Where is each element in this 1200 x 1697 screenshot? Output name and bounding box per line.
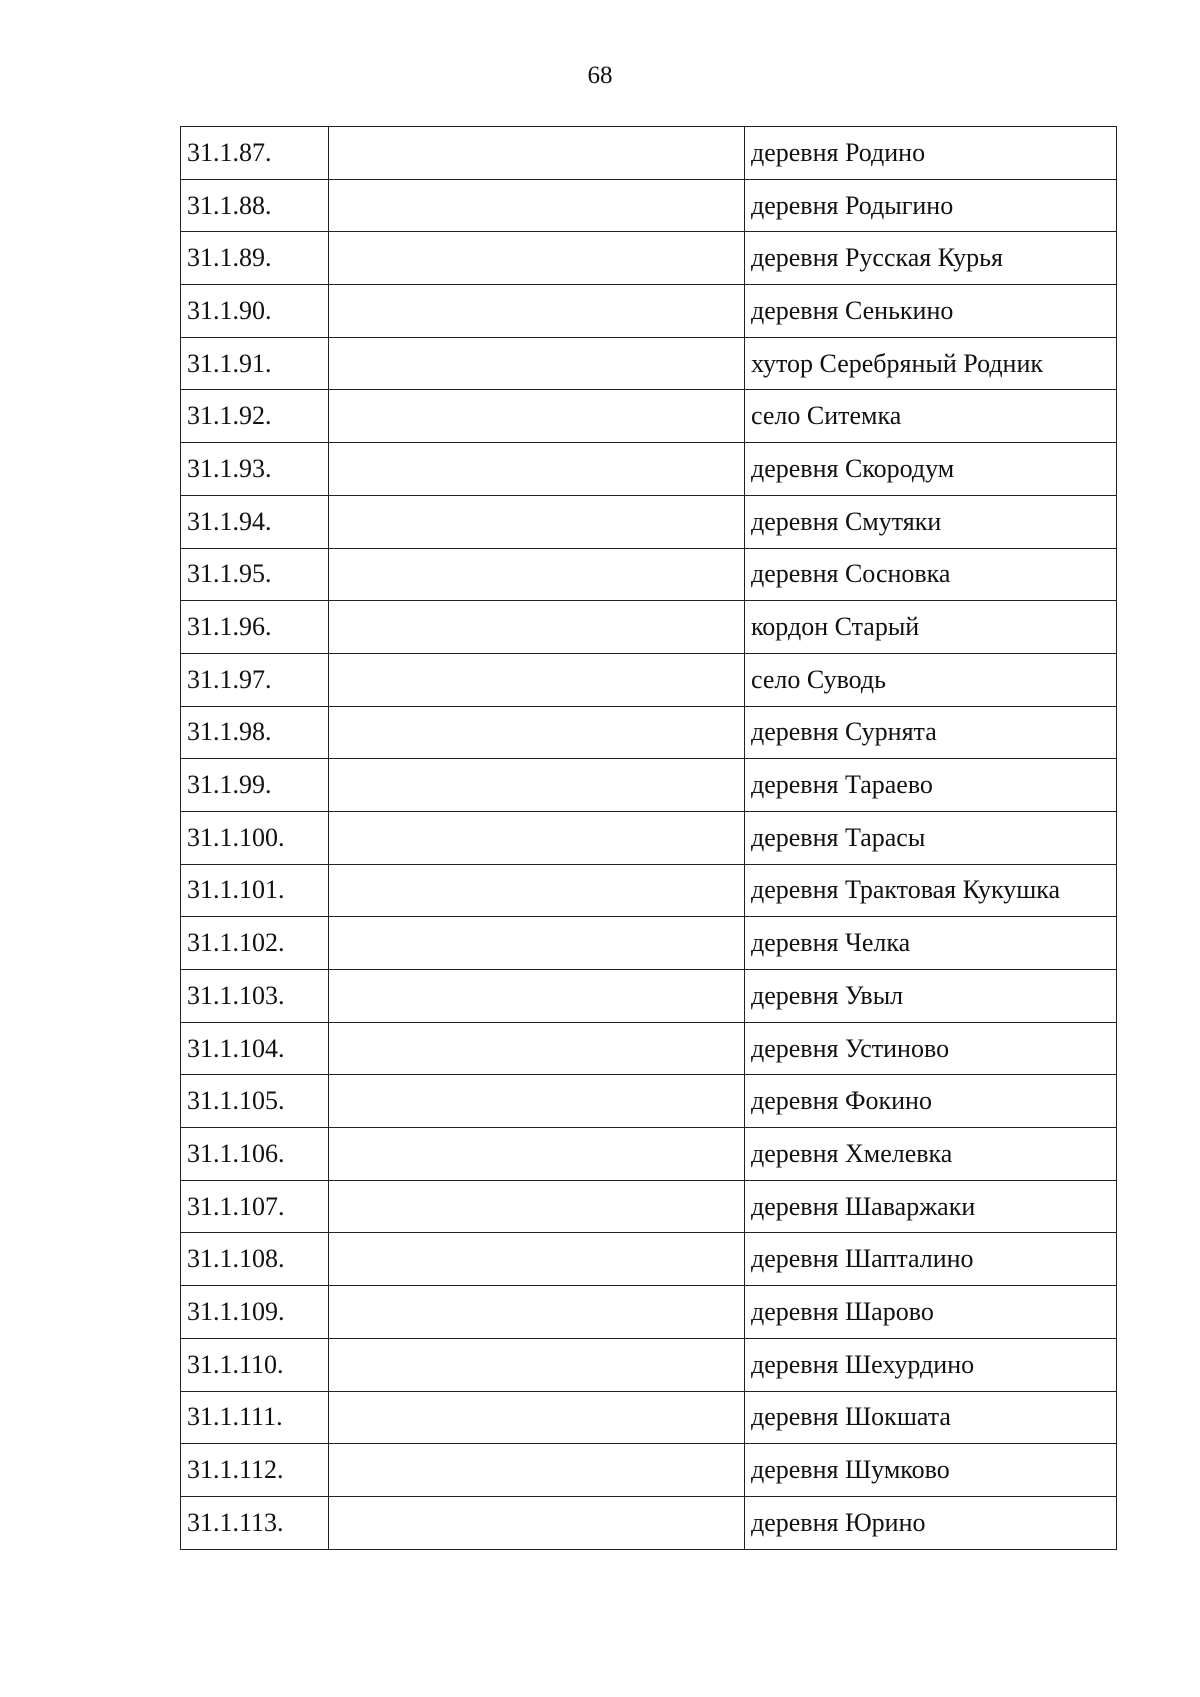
table-row bbox=[181, 495, 1117, 548]
table-row bbox=[181, 1391, 1117, 1444]
table-row bbox=[181, 601, 1117, 654]
row-settlement-cell: деревня Тарасы bbox=[745, 811, 1117, 864]
row-number-cell: 31.1.92. bbox=[181, 390, 329, 443]
table-row bbox=[181, 1180, 1117, 1233]
row-settlement-cell: деревня Сурнята bbox=[745, 706, 1117, 759]
row-settlement-cell: хутор Серебряный Родник bbox=[745, 337, 1117, 390]
row-middle-cell bbox=[329, 1496, 745, 1549]
table-row bbox=[181, 179, 1117, 232]
row-number-cell: 31.1.90. bbox=[181, 285, 329, 338]
row-number-cell: 31.1.100. bbox=[181, 811, 329, 864]
row-number-cell: 31.1.112. bbox=[181, 1444, 329, 1497]
row-number-cell: 31.1.110. bbox=[181, 1338, 329, 1391]
row-middle-cell bbox=[329, 1233, 745, 1286]
row-middle-cell bbox=[329, 970, 745, 1023]
table-row bbox=[181, 759, 1117, 812]
row-settlement-cell: деревня Шаваржаки bbox=[745, 1180, 1117, 1233]
row-number-cell: 31.1.105. bbox=[181, 1075, 329, 1128]
row-settlement-cell: деревня Устиново bbox=[745, 1022, 1117, 1075]
table-body bbox=[181, 127, 1117, 1550]
row-middle-cell bbox=[329, 548, 745, 601]
row-middle-cell bbox=[329, 917, 745, 970]
row-number-cell: 31.1.111. bbox=[181, 1391, 329, 1444]
row-number-cell: 31.1.103. bbox=[181, 970, 329, 1023]
row-settlement-cell: деревня Шокшата bbox=[745, 1391, 1117, 1444]
table-row bbox=[181, 285, 1117, 338]
row-number-cell: 31.1.101. bbox=[181, 864, 329, 917]
row-settlement-cell: деревня Сенькино bbox=[745, 285, 1117, 338]
table-row bbox=[181, 811, 1117, 864]
row-middle-cell bbox=[329, 495, 745, 548]
table-row bbox=[181, 970, 1117, 1023]
table-row bbox=[181, 864, 1117, 917]
row-number-cell: 31.1.97. bbox=[181, 653, 329, 706]
row-number-cell: 31.1.89. bbox=[181, 232, 329, 285]
row-middle-cell bbox=[329, 232, 745, 285]
row-middle-cell bbox=[329, 706, 745, 759]
row-middle-cell bbox=[329, 390, 745, 443]
row-settlement-cell: деревня Родино bbox=[745, 127, 1117, 180]
row-middle-cell bbox=[329, 179, 745, 232]
table-row bbox=[181, 127, 1117, 180]
row-settlement-cell: деревня Смутяки bbox=[745, 495, 1117, 548]
table-row bbox=[181, 548, 1117, 601]
row-settlement-cell: деревня Скородум bbox=[745, 443, 1117, 496]
table-row bbox=[181, 917, 1117, 970]
row-number-cell: 31.1.91. bbox=[181, 337, 329, 390]
table-row bbox=[181, 1022, 1117, 1075]
row-number-cell: 31.1.106. bbox=[181, 1128, 329, 1181]
row-middle-cell bbox=[329, 443, 745, 496]
row-middle-cell bbox=[329, 285, 745, 338]
table-row bbox=[181, 443, 1117, 496]
row-number-cell: 31.1.96. bbox=[181, 601, 329, 654]
table-row bbox=[181, 1496, 1117, 1549]
row-settlement-cell: деревня Тараево bbox=[745, 759, 1117, 812]
row-middle-cell bbox=[329, 1391, 745, 1444]
table-row bbox=[181, 337, 1117, 390]
table-row bbox=[181, 1233, 1117, 1286]
row-middle-cell bbox=[329, 759, 745, 812]
row-middle-cell bbox=[329, 811, 745, 864]
row-settlement-cell: деревня Увыл bbox=[745, 970, 1117, 1023]
row-number-cell: 31.1.109. bbox=[181, 1286, 329, 1339]
row-settlement-cell: деревня Русская Курья bbox=[745, 232, 1117, 285]
row-number-cell: 31.1.88. bbox=[181, 179, 329, 232]
row-settlement-cell: деревня Сосновка bbox=[745, 548, 1117, 601]
row-settlement-cell: деревня Шапталино bbox=[745, 1233, 1117, 1286]
row-number-cell: 31.1.94. bbox=[181, 495, 329, 548]
table-row bbox=[181, 706, 1117, 759]
row-settlement-cell: кордон Старый bbox=[745, 601, 1117, 654]
row-settlement-cell: деревня Челка bbox=[745, 917, 1117, 970]
row-middle-cell bbox=[329, 601, 745, 654]
settlement-table bbox=[180, 126, 1117, 1550]
row-settlement-cell: деревня Фокино bbox=[745, 1075, 1117, 1128]
row-number-cell: 31.1.107. bbox=[181, 1180, 329, 1233]
row-middle-cell bbox=[329, 1022, 745, 1075]
row-number-cell: 31.1.87. bbox=[181, 127, 329, 180]
row-middle-cell bbox=[329, 1180, 745, 1233]
row-middle-cell bbox=[329, 1338, 745, 1391]
row-settlement-cell: деревня Шехурдино bbox=[745, 1338, 1117, 1391]
row-middle-cell bbox=[329, 1128, 745, 1181]
row-settlement-cell: деревня Шумково bbox=[745, 1444, 1117, 1497]
row-number-cell: 31.1.108. bbox=[181, 1233, 329, 1286]
row-number-cell: 31.1.98. bbox=[181, 706, 329, 759]
table-row bbox=[181, 653, 1117, 706]
row-number-cell: 31.1.99. bbox=[181, 759, 329, 812]
row-middle-cell bbox=[329, 1444, 745, 1497]
page-number: 68 bbox=[587, 62, 613, 89]
row-number-cell: 31.1.102. bbox=[181, 917, 329, 970]
row-middle-cell bbox=[329, 1286, 745, 1339]
row-number-cell: 31.1.93. bbox=[181, 443, 329, 496]
table-row bbox=[181, 1128, 1117, 1181]
row-settlement-cell: деревня Юрино bbox=[745, 1496, 1117, 1549]
row-settlement-cell: деревня Шарово bbox=[745, 1286, 1117, 1339]
row-middle-cell bbox=[329, 1075, 745, 1128]
row-settlement-cell: деревня Родыгино bbox=[745, 179, 1117, 232]
row-middle-cell bbox=[329, 127, 745, 180]
row-number-cell: 31.1.95. bbox=[181, 548, 329, 601]
row-number-cell: 31.1.104. bbox=[181, 1022, 329, 1075]
table-row bbox=[181, 1286, 1117, 1339]
row-middle-cell bbox=[329, 337, 745, 390]
table-row bbox=[181, 232, 1117, 285]
table-row bbox=[181, 390, 1117, 443]
row-settlement-cell: деревня Трактовая Кукушка bbox=[745, 864, 1117, 917]
row-settlement-cell: деревня Хмелевка bbox=[745, 1128, 1117, 1181]
table-row bbox=[181, 1444, 1117, 1497]
table-row bbox=[181, 1075, 1117, 1128]
row-number-cell: 31.1.113. bbox=[181, 1496, 329, 1549]
table-row bbox=[181, 1338, 1117, 1391]
row-middle-cell bbox=[329, 864, 745, 917]
row-settlement-cell: село Суводь bbox=[745, 653, 1117, 706]
row-settlement-cell: село Ситемка bbox=[745, 390, 1117, 443]
row-middle-cell bbox=[329, 653, 745, 706]
